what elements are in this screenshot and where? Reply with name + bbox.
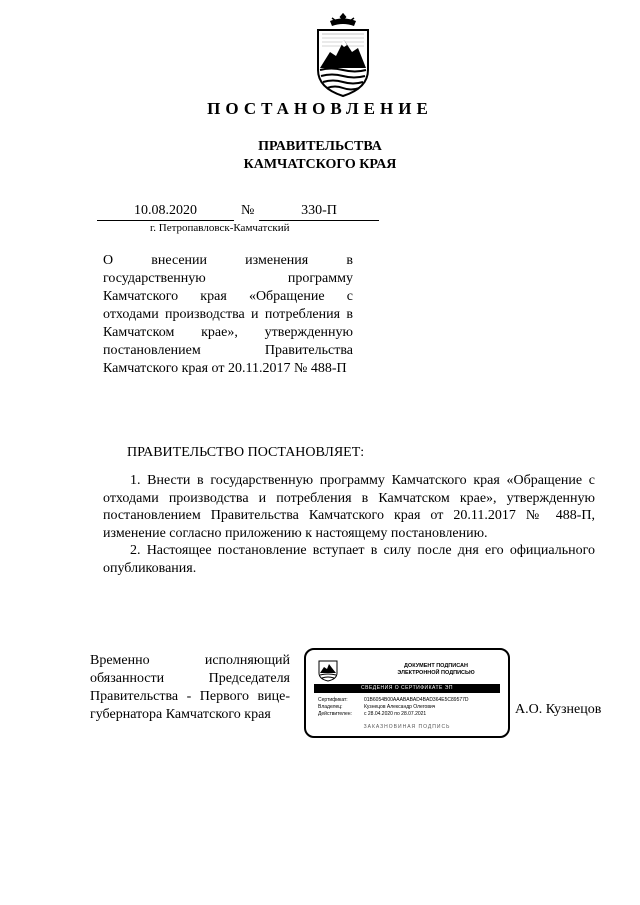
stamp-valid-value: с 28.04.2020 по 28.07.2021	[364, 711, 427, 717]
stamp-certificate-bar: СВЕДЕНИЯ О СЕРТИФИКАТЕ ЭП	[314, 684, 500, 693]
coat-of-arms-emblem	[314, 12, 372, 98]
signer-position-line: обязанности Председателя	[90, 671, 290, 686]
stamp-owner-value: Кузнецов Александр Олегович	[364, 704, 436, 710]
stamp-valid-row	[318, 711, 426, 717]
stamp-footer: ЗАКАЗНОВИНАЯ ПОДПИСЬ	[363, 724, 451, 730]
document-date: 10.08.2020	[97, 203, 234, 221]
signer-position-line: губернатора Камчатского края	[90, 707, 271, 722]
stamp-owner-label: Владелец:	[318, 704, 343, 710]
signer-name: А.О. Кузнецов	[515, 702, 602, 717]
stamp-cert-row	[318, 697, 469, 703]
signer-position	[90, 652, 290, 724]
decree-heading: ПРАВИТЕЛЬСТВО ПОСТАНОВЛЯЕТ:	[127, 445, 365, 460]
stamp-emblem-icon	[318, 658, 338, 682]
signer-position-line: Временно исполняющий	[90, 653, 290, 668]
city-line: г. Петропавловск-Камчатский	[150, 222, 290, 234]
document-type: ПОСТАНОВЛЕНИЕ	[207, 99, 433, 118]
issuer-line-1: ПРАВИТЕЛЬСТВА	[258, 139, 382, 154]
stamp-valid-label: Действителен:	[318, 711, 352, 717]
body-paragraph-2: 2. Настоящее постановление вступает в силу после дня его официального опубликования.	[103, 543, 595, 576]
document-number: 330-П	[259, 203, 379, 221]
stamp-header-line-2: ЭЛЕКТРОННОЙ ПОДПИСЬЮ	[397, 670, 475, 676]
stamp-owner-row	[318, 704, 435, 710]
stamp-header	[366, 663, 506, 677]
body-paragraph-1: 1. Внести в государственную программу Камчатского края «Обращение с отходами производства и потребления в Камчатском крае», утвержденную постановлением Правительства Камчатского края от 20.11.2017 № 488-П, изменение согласно приложению к настоящему постановлению.	[103, 473, 595, 541]
document-body	[103, 472, 595, 577]
electronic-signature-stamp	[304, 648, 510, 738]
signer-position-line: Правительства - Первого вице-	[90, 689, 290, 704]
number-sign: №	[241, 203, 255, 218]
stamp-header-line-1: ДОКУМЕНТ ПОДПИСАН	[404, 663, 468, 669]
issuer-line-2: КАМЧАТСКОГО КРАЯ	[243, 157, 397, 172]
stamp-cert-value: 01B6054B00AAABABAD4BAD364E5C89577D	[364, 697, 469, 703]
document-subject: О внесении изменения в государственную программу Камчатского края «Обращение с отходами производства и потребления в Камчатском крае», утвержденную постановлением Правительства Камчатского края от 20.11.2017 № 488-П	[103, 253, 353, 376]
stamp-cert-label: Сертификат:	[318, 697, 348, 703]
